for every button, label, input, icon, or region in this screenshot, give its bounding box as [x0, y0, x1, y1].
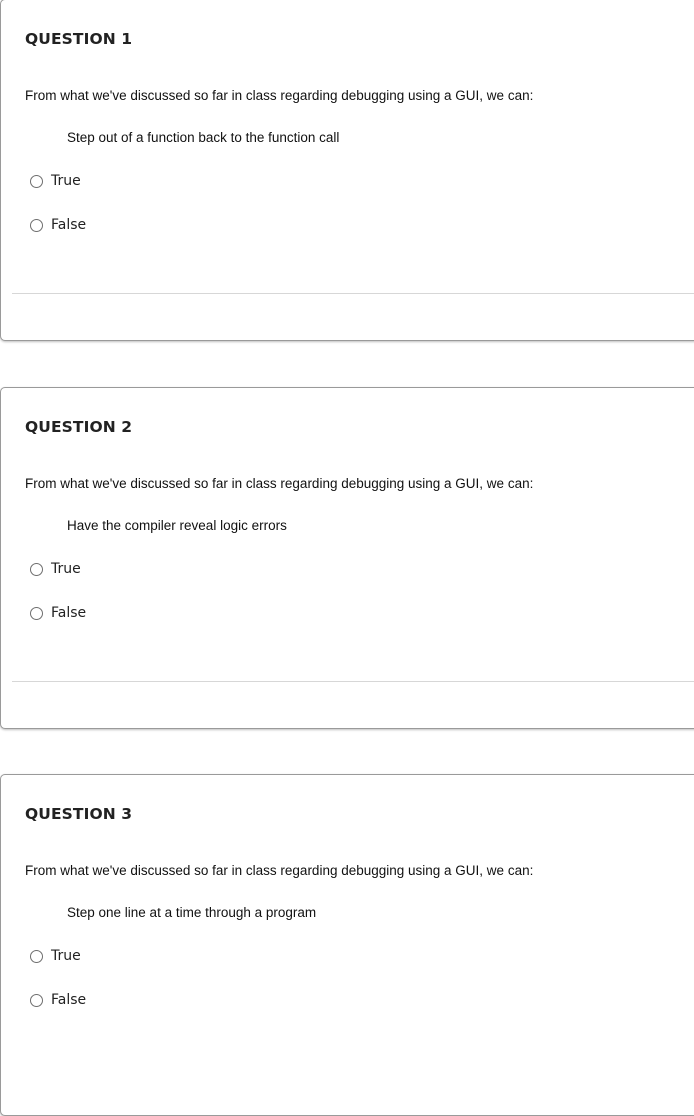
question-statement: Have the compiler reveal logic errors [67, 518, 287, 533]
option-label: False [51, 217, 87, 233]
question-title: QUESTION 2 [25, 418, 133, 436]
option-label: True [51, 173, 81, 189]
option-true[interactable] [30, 173, 81, 189]
option-false[interactable] [30, 605, 86, 621]
radio-button[interactable] [30, 607, 43, 620]
question-prompt: From what we've discussed so far in class regarding debugging using a GUI, we can: [25, 863, 534, 878]
radio-button[interactable] [30, 175, 43, 188]
question-card-3 [0, 774, 694, 1116]
question-card-2 [0, 387, 694, 729]
question-title: QUESTION 1 [25, 30, 133, 48]
divider [12, 293, 694, 294]
question-prompt: From what we've discussed so far in class regarding debugging using a GUI, we can: [25, 476, 534, 491]
divider [12, 681, 694, 682]
question-card-1 [0, 0, 694, 341]
question-statement: Step one line at a time through a program [67, 905, 317, 920]
option-label: True [51, 948, 81, 964]
option-label: False [51, 992, 87, 1008]
option-label: True [51, 561, 81, 577]
option-label: False [51, 605, 87, 621]
radio-button[interactable] [30, 950, 43, 963]
option-false[interactable] [30, 217, 86, 233]
option-true[interactable] [30, 561, 81, 577]
question-statement: Step out of a function back to the function call [67, 130, 340, 145]
radio-button[interactable] [30, 219, 43, 232]
question-title: QUESTION 3 [25, 805, 133, 823]
option-false[interactable] [30, 992, 86, 1008]
question-prompt: From what we've discussed so far in class regarding debugging using a GUI, we can: [25, 88, 534, 103]
radio-button[interactable] [30, 994, 43, 1007]
radio-button[interactable] [30, 563, 43, 576]
option-true[interactable] [30, 948, 81, 964]
